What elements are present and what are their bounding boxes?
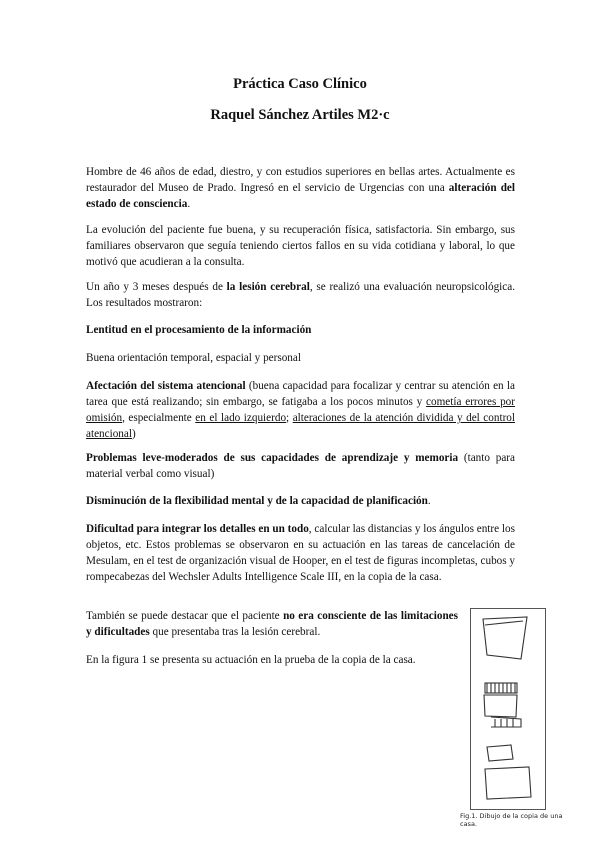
p5-u1: cometía errores por omisión bbox=[86, 396, 515, 424]
paragraph-evolution: La evolución del paciente fue buena, y su recuperación física, satisfactoria. Sin embargo, sus familiares observaron que seguía teniendo ciertos fallos en su vida cotidiana y laboral, lo que motivó que acudieran a la consulta. bbox=[86, 224, 515, 268]
p7-a: , calcular las distancias y los ángulos entre los objetos, etc. Estos problemas se observaron en su actuación en las tareas de cancelación de Mesulam, en el test de organización visual de Hooper, en el test de figuras incompletas, cubos y rompecabezas del Wechsler Adults Intelligence Scale III, en la copia de la casa. bbox=[86, 523, 516, 583]
paragraph-awareness bbox=[86, 608, 458, 640]
p5-d: ) bbox=[131, 428, 136, 440]
paragraph-integration bbox=[86, 521, 515, 585]
document-title: Práctica Caso Clínico bbox=[233, 76, 367, 92]
p3-bold: la lesión cerebral bbox=[226, 281, 310, 293]
house-copy-figure bbox=[470, 608, 546, 810]
p7-bold: Dificultad para integrar los detalles en un todo bbox=[86, 523, 309, 535]
paragraph-patient-intro bbox=[86, 164, 515, 212]
p5-bold: Afectación del sistema atencional bbox=[86, 380, 246, 392]
paragraph-figure-reference: En la figura 1 se presenta su actuación en la prueba de la copia de la casa. bbox=[86, 654, 416, 666]
heading-flexibility-end: . bbox=[427, 495, 431, 507]
heading-flexibility bbox=[86, 493, 515, 509]
p3-b: , se realizó una evaluación neuropsicológica. Los resultados mostraron: bbox=[86, 281, 515, 309]
p3-a: Un año y 3 meses después de bbox=[86, 281, 227, 293]
p5-u3: alteraciones de la atención dividida y del control atencional bbox=[86, 412, 516, 440]
p5-u2: en el lado izquierdo bbox=[195, 412, 287, 424]
heading-processing-speed-text: Lentitud en el procesamiento de la información bbox=[86, 324, 312, 336]
p6-bold: Problemas leve-moderados de sus capacidades de aprendizaje y memoria bbox=[86, 452, 459, 464]
p5-b: , especialmente bbox=[122, 412, 196, 424]
p1-text: Hombre de 46 años de edad, diestro, y con estudios superiores en bellas artes. Actualmente es restaurador del Museo de Prado. Ingresó en el servicio de Urgencias con una bbox=[86, 166, 515, 194]
p8-b: que presentaba tras la lesión cerebral. bbox=[149, 626, 321, 638]
heading-flexibility-text: Disminución de la flexibilidad mental y de la capacidad de planificación bbox=[86, 495, 428, 507]
paragraph-evaluation bbox=[86, 279, 515, 311]
figure-caption: Fig.1. Dibujo de la copia de una casa. bbox=[460, 812, 563, 828]
heading-processing-speed bbox=[86, 322, 515, 338]
p1-end: . bbox=[187, 198, 191, 210]
house-copy-drawing bbox=[471, 609, 545, 809]
document-author: Raquel Sánchez Artiles M2·c bbox=[210, 107, 390, 123]
p1-bold: alteración del estado de consciencia bbox=[86, 182, 515, 210]
p8-a: También se puede destacar que el paciente bbox=[86, 610, 284, 622]
paragraph-orientation: Buena orientación temporal, espacial y personal bbox=[86, 352, 301, 364]
p8-bold: no era consciente de las limitaciones y dificultades bbox=[86, 610, 459, 638]
p5-c: ; bbox=[286, 412, 293, 424]
p5-a: (buena capacidad para focalizar y centrar su atención en la tarea que está realizando; sin embargo, se fatigaba a los pocos minutos y bbox=[86, 380, 515, 408]
paragraph-memory bbox=[86, 450, 515, 482]
paragraph-attention bbox=[86, 378, 515, 442]
p6-a: (tanto para material verbal como visual) bbox=[86, 452, 515, 480]
